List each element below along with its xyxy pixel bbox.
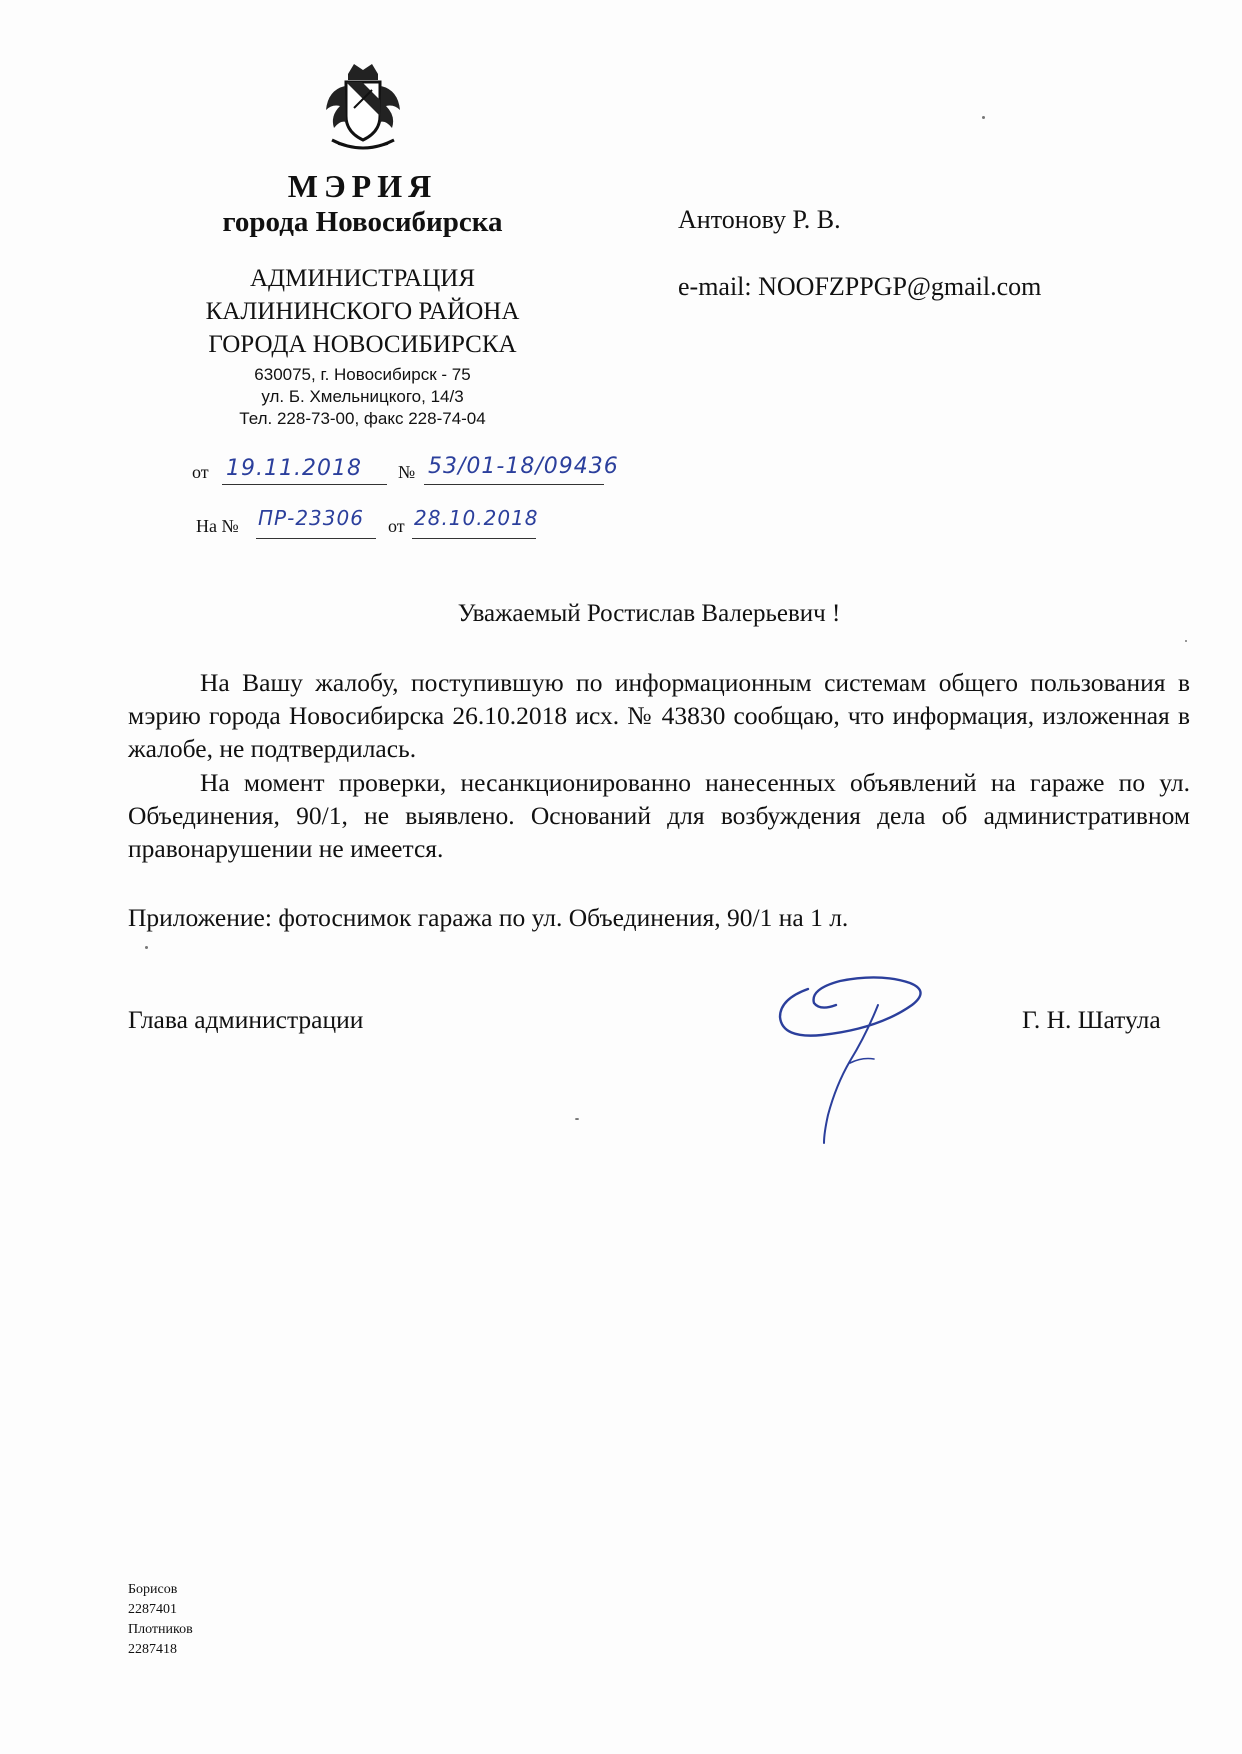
address-line: Тел. 228-73-00, факс 228-74-04 [239, 409, 486, 428]
mayor-office-title: МЭРИЯ [287, 168, 438, 204]
address-line: 630075, г. Новосибирск - 75 [254, 365, 471, 384]
signer-name: Г. Н. Шатула [1022, 1005, 1161, 1034]
paragraph-1: На Вашу жалобу, поступившую по информационным системам общего пользования в мэрию города Новосибирска 26.10.2018 исх. № 43830 сообщаю, что информация, изложенная в жалобе, не подтвердилась. [128, 668, 1190, 763]
scan-speck [145, 946, 148, 949]
reply-label: На № [196, 516, 239, 536]
administration-title [160, 262, 565, 361]
reply-number-underline [256, 538, 376, 539]
coat-of-arms-icon [318, 60, 408, 156]
registration-number: 53/01-18/09436 [428, 454, 619, 479]
reply-date-underline [412, 538, 536, 539]
number-underline [424, 484, 604, 485]
signer-position: Глава администрации [128, 1005, 364, 1034]
greeting: Уважаемый Ростислав Валерьевич ! [457, 600, 841, 627]
address-block [185, 364, 540, 430]
number-label: № [398, 462, 416, 482]
date-underline [222, 484, 387, 485]
executor-line: 2287401 [128, 1602, 177, 1617]
reply-date-label: от [388, 516, 405, 536]
address-line: ул. Б. Хмельницкого, 14/3 [261, 387, 464, 406]
reply-date: 28.10.2018 [414, 506, 539, 530]
executor-line: Борисов [128, 1582, 178, 1597]
executors-block [128, 1580, 193, 1660]
attachment-note: Приложение: фотоснимок гаража по ул. Объединения, 90/1 на 1 л. [128, 903, 849, 932]
recipient-email: e-mail: NOOFZPPGP@gmail.com [678, 272, 1042, 301]
executor-line: 2287418 [128, 1642, 177, 1657]
recipient-name: Антонову Р. В. [678, 205, 841, 234]
administration-line: ГОРОДА НОВОСИБИРСКА [208, 331, 517, 358]
administration-line: КАЛИНИНСКОГО РАЙОНА [205, 298, 520, 325]
date-label: от [192, 462, 209, 482]
handwritten-signature [770, 965, 940, 1155]
city-title: города Новосибирска [222, 206, 503, 238]
executor-line: Плотников [128, 1622, 193, 1637]
administration-line: АДМИНИСТРАЦИЯ [250, 265, 475, 292]
scan-speck [982, 116, 985, 119]
registration-date: 19.11.2018 [226, 456, 362, 481]
scan-speck [1185, 640, 1187, 642]
reply-number: ПР-23306 [258, 506, 364, 530]
scan-speck [575, 1118, 579, 1120]
paragraph-2: На момент проверки, несанкционированно нанесенных объявлений на гараже по ул. Объединения, 90/1, не выявлено. Оснований для возбуждения дела об административном правонарушении не имеется. [128, 768, 1190, 863]
